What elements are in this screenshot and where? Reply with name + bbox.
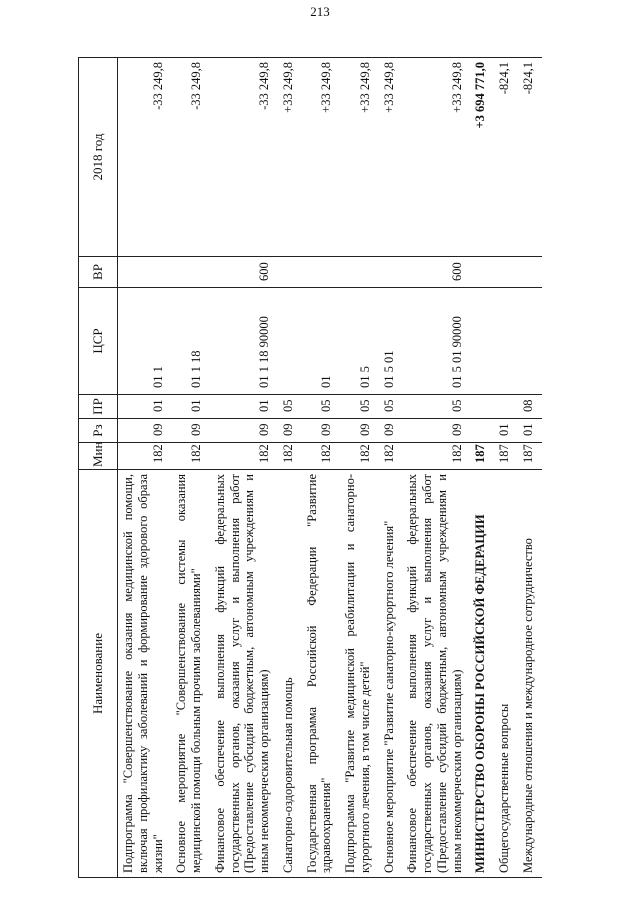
- row-vr: [278, 257, 302, 288]
- row-sum: -824,1: [494, 58, 518, 257]
- row-min: 182: [402, 443, 470, 470]
- table-row: [210, 58, 278, 878]
- row-pr: 05: [340, 395, 379, 419]
- row-rz: 09: [340, 419, 379, 443]
- row-csr: 01 1: [118, 288, 172, 395]
- table-row: [118, 58, 172, 878]
- row-pr: 05: [302, 395, 341, 419]
- row-csr: 01 5 01: [379, 288, 403, 395]
- row-vr: [302, 257, 341, 288]
- row-name: Государственная программа Российской Федерации "Развитие здравоохранения": [302, 470, 341, 878]
- row-name: Санаторно-оздоровительная помощь: [278, 470, 302, 878]
- row-sum: +33 249,8: [302, 58, 341, 257]
- row-pr: [470, 395, 494, 419]
- row-pr: 01: [171, 395, 210, 419]
- row-name: Подпрограмма "Развитие медицинской реабилитации и санаторно-курортного лечения, в том числе детей": [340, 470, 379, 878]
- row-rz: 09: [278, 419, 302, 443]
- row-rz: 09: [118, 419, 172, 443]
- row-rz: 01: [494, 419, 518, 443]
- row-sum: +33 249,8: [402, 58, 470, 257]
- budget-table: [78, 57, 542, 878]
- row-csr: 01 1 18: [171, 288, 210, 395]
- row-sum: -824,1: [518, 58, 542, 257]
- row-csr: [494, 288, 518, 395]
- row-sum: -33 249,8: [118, 58, 172, 257]
- row-min: 187: [518, 443, 542, 470]
- col-header-csr: ЦСР: [79, 288, 118, 395]
- row-vr: [340, 257, 379, 288]
- table-row: [171, 58, 210, 878]
- row-name: Международные отношения и международное сотрудничество: [518, 470, 542, 878]
- row-min: 182: [118, 443, 172, 470]
- row-sum: +33 249,8: [340, 58, 379, 257]
- row-csr: 01 1 18 90000: [210, 288, 278, 395]
- row-vr: [379, 257, 403, 288]
- row-name: Основное мероприятие "Развитие санаторно-курортного лечения": [379, 470, 403, 878]
- row-sum: +33 249,8: [278, 58, 302, 257]
- row-csr: [470, 288, 494, 395]
- row-rz: 09: [171, 419, 210, 443]
- row-sum: +33 249,8: [379, 58, 403, 257]
- row-rz: [470, 419, 494, 443]
- row-min: 182: [379, 443, 403, 470]
- row-name: Финансовое обеспечение выполнения функций федеральных государственных органов, оказания услуг и выполнения работ (Предоставление субсидий бюджетным, автономным учреждениям и иным некоммерческим организациям): [402, 470, 470, 878]
- col-header-name: Наименование: [79, 470, 118, 878]
- row-csr: [278, 288, 302, 395]
- row-pr: 01: [118, 395, 172, 419]
- table-row: [379, 58, 403, 878]
- row-min: 182: [278, 443, 302, 470]
- row-rz: 09: [210, 419, 278, 443]
- row-min: 182: [340, 443, 379, 470]
- row-vr: [470, 257, 494, 288]
- col-header-year: 2018 год: [79, 58, 118, 257]
- row-pr: 08: [518, 395, 542, 419]
- row-name: МИНИСТЕРСТВО ОБОРОНЫ РОССИЙСКОЙ ФЕДЕРАЦИИ: [470, 470, 494, 878]
- row-min: 182: [210, 443, 278, 470]
- row-pr: 05: [402, 395, 470, 419]
- row-pr: 05: [278, 395, 302, 419]
- row-pr: [494, 395, 518, 419]
- col-header-pr: ПР: [79, 395, 118, 419]
- row-vr: [518, 257, 542, 288]
- row-vr: 600: [210, 257, 278, 288]
- row-name: Основное мероприятие "Совершенствование системы оказания медицинской помощи больным прочими заболеваниями": [171, 470, 210, 878]
- row-rz: 09: [379, 419, 403, 443]
- row-sum: -33 249,8: [171, 58, 210, 257]
- row-min: 187: [470, 443, 494, 470]
- col-header-vr: ВР: [79, 257, 118, 288]
- row-vr: [494, 257, 518, 288]
- row-rz: 09: [302, 419, 341, 443]
- row-csr: [518, 288, 542, 395]
- row-pr: 05: [379, 395, 403, 419]
- row-vr: [171, 257, 210, 288]
- col-header-min: Мин: [79, 443, 118, 470]
- row-sum: +3 694 771,0: [470, 58, 494, 257]
- rotated-page: [78, 58, 610, 878]
- row-vr: [118, 257, 172, 288]
- row-sum: -33 249,8: [210, 58, 278, 257]
- page-number: 213: [310, 4, 330, 19]
- row-name: Финансовое обеспечение выполнения функций федеральных государственных органов, оказания услуг и выполнения работ (Предоставление субсидий бюджетным, автономным учреждениям и иным некоммерческим организациям): [210, 470, 278, 878]
- row-pr: 01: [210, 395, 278, 419]
- table-header-row: [79, 58, 118, 878]
- row-csr: 01: [302, 288, 341, 395]
- row-csr: 01 5: [340, 288, 379, 395]
- table-row: [302, 58, 341, 878]
- table-body: [118, 58, 542, 878]
- row-rz: 01: [518, 419, 542, 443]
- table-row: [470, 58, 494, 878]
- row-csr: 01 5 01 90000: [402, 288, 470, 395]
- table-row: [518, 58, 542, 878]
- col-header-rz: Рз: [79, 419, 118, 443]
- row-min: 187: [494, 443, 518, 470]
- row-name: Общегосударственные вопросы: [494, 470, 518, 878]
- row-min: 182: [302, 443, 341, 470]
- table-row: [340, 58, 379, 878]
- row-min: 182: [171, 443, 210, 470]
- row-name: Подпрограмма "Совершенствование оказания медицинской помощи, включая профилактику заболеваний и формирование здорового образа жизни": [118, 470, 172, 878]
- row-rz: 09: [402, 419, 470, 443]
- table-row: [278, 58, 302, 878]
- table-row: [494, 58, 518, 878]
- table-row: [402, 58, 470, 878]
- row-vr: 600: [402, 257, 470, 288]
